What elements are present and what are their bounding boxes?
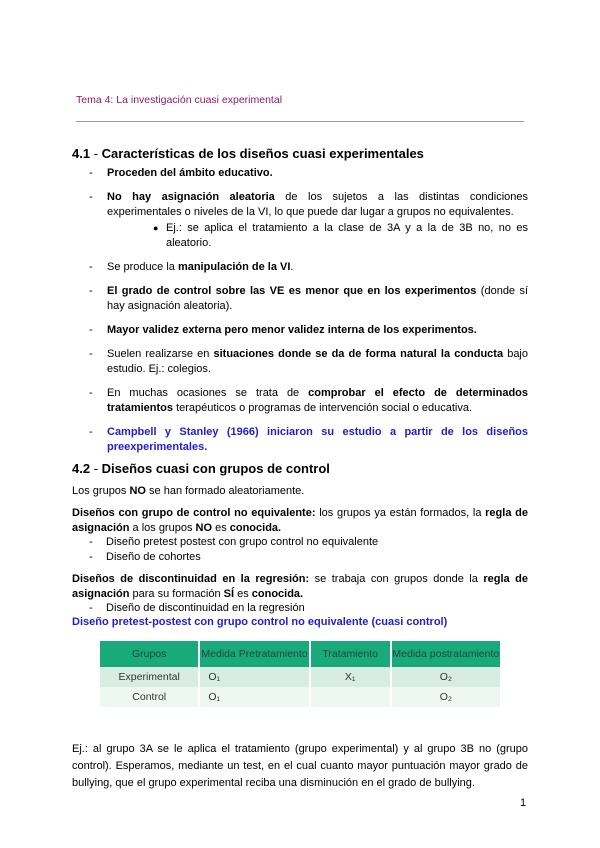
- bullet-icon: ●: [153, 223, 159, 233]
- table-cell: Control: [100, 687, 199, 707]
- design-list: [72, 535, 528, 565]
- design-table: [100, 641, 500, 707]
- table-caption: Diseño pretest-postest con grupo control no equivalente (cuasi control): [72, 616, 448, 628]
- table-header: Medida Pretratamiento: [199, 641, 309, 667]
- header-divider: [76, 121, 524, 122]
- list-item: - Diseño de discontinuidad en la regresión: [89, 602, 305, 614]
- list-item: - Diseño pretest postest con grupo control no equivalente: [89, 536, 379, 548]
- section-4-2-heading: [72, 461, 330, 476]
- table-cell: O₁: [199, 687, 309, 707]
- section-title: Características de los diseños cuasi experimentales: [101, 146, 424, 161]
- table-header: Tratamiento: [310, 641, 391, 667]
- list-item: - Diseño de cohortes: [89, 551, 201, 563]
- list-item: - El grado de control sobre las VE es menor que en los experimentos (donde sí hay asignación aleatoria).: [89, 285, 529, 312]
- list-item: - En muchas ocasiones se trata de comprobar el efecto de determinados tratamientos terapéuticos o programas de intervención social o educativa.: [89, 387, 528, 414]
- section-number: 4.1: [72, 146, 91, 161]
- table-cell: X₁: [310, 667, 391, 687]
- table-row: [100, 687, 500, 707]
- paragraph: Los grupos NO se han formado aleatoriamente.: [72, 485, 305, 497]
- section-number: 4.2: [72, 461, 91, 476]
- section-title: Diseños cuasi con grupos de control: [101, 461, 330, 476]
- list-item: - Mayor validez externa pero menor validez interna de los experimentos.: [89, 324, 477, 336]
- table-header: Medida postratamiento: [391, 641, 500, 667]
- characteristics-list: [72, 166, 528, 464]
- sub-list-item: ● Ej.: se aplica el tratamiento a la clase de 3A y a la de 3B no, no es aleatorio.: [153, 222, 528, 249]
- list-item: - Suelen realizarse en situaciones donde se da de forma natural la conducta bajo estudio. Ej.: colegios.: [89, 348, 528, 375]
- design-list: [72, 601, 528, 616]
- list-item: - Campbell y Stanley (1966) iniciaron su estudio a partir de los diseños preexperimentales.: [89, 426, 528, 453]
- table-cell: Experimental: [100, 667, 199, 687]
- table-cell: [310, 687, 391, 707]
- paragraph: Diseños con grupo de control no equivalente: los grupos ya están formados, la regla de asignación a los grupos NO es conocida.: [72, 507, 528, 534]
- example-paragraph: Ej.: al grupo 3A se le aplica el tratamiento (grupo experimental) y al grupo 3B no (grupo control). Esperamos, mediante un test, en el cual cuanto mayor puntuación mayor grado de bullying, que el grupo experimental reciba una disminución en el grado de bullying.: [72, 743, 528, 789]
- list-item: - Se produce la manipulación de la VI.: [89, 261, 294, 273]
- table-row: [100, 667, 500, 687]
- paragraph: Diseños de discontinuidad en la regresión: se trabaja con grupos donde la regla de asignación para su formación SÍ es conocida.: [72, 573, 528, 600]
- list-item: - No hay asignación aleatoria de los sujetos a las distintas condiciones experimentales o niveles de la VI, lo que puede dar lugar a grupos no equivalentes. ● Ej.: se aplica el tratamiento a la clase de 3A y a la de 3B no, no es aleatorio.: [89, 191, 528, 249]
- section-separator: -: [90, 461, 102, 476]
- topic-title: Tema 4: La investigación cuasi experimental: [76, 94, 283, 106]
- page-number: 1: [520, 797, 527, 809]
- table-cell: O₂: [391, 687, 500, 707]
- list-item: - Proceden del ámbito educativo.: [89, 167, 273, 179]
- table-header: Grupos: [100, 641, 199, 667]
- table-cell: O₂: [391, 667, 500, 687]
- table-cell: O₁: [199, 667, 309, 687]
- section-4-1-heading: [72, 146, 424, 161]
- section-separator: -: [90, 146, 102, 161]
